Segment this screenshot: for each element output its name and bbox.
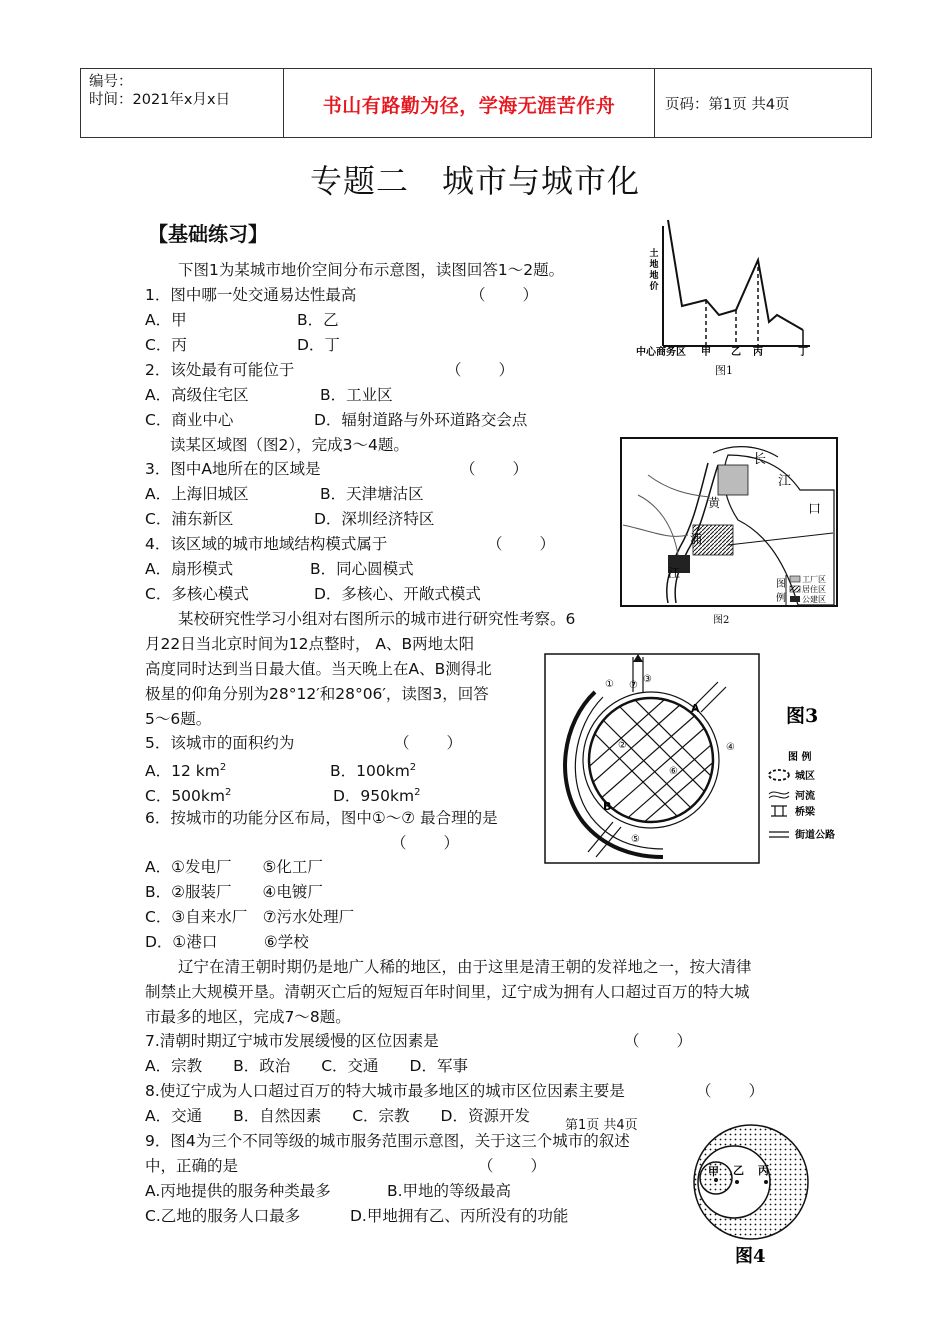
label-jia: 甲 [708,1165,719,1178]
option: B．乙 [297,311,339,329]
label-kou: 口 [808,502,822,517]
figure-2-caption: 图2 [713,615,730,626]
superscript: 2 [414,787,421,798]
option: B.甲地的等级最高 [387,1182,512,1200]
point-yi [735,1180,739,1184]
figure-4 [688,1122,818,1272]
option: A．①发电厂 ⑤化工厂 [145,858,323,876]
intro-4: 市最多的地区，完成7～8题。 [145,1008,351,1026]
option: A．高级住宅区 [145,386,249,404]
option: B．$100km^2$ [330,762,417,781]
option: C.乙地的服务人口最多 [145,1207,301,1225]
answer-paren: （ ） [624,1032,695,1050]
label-5: ⑤ [631,834,640,845]
label-pu: 浦 [690,532,703,546]
option: C．③自来水厂 ⑦污水处理厂 [145,908,355,926]
legend-city-symbol [769,770,789,780]
figure-1-caption: 图1 [715,364,733,377]
legend-item: 居住区 [802,585,826,594]
intro-4: 辽宁在清王朝时期仍是地广人稀的地区，由于这里是清王朝的发祥地之一，按大清律 [178,958,752,976]
label-jiang-2: 江 [668,566,681,580]
legend-swatch [790,596,800,602]
figure-3 [543,652,865,866]
answer-paren: （ ） [391,834,462,852]
option: A．扇形模式 [145,560,234,578]
option: D．辐射道路与外环道路交会点 [314,411,528,429]
intro-3: 某校研究性学习小组对右图所示的城市进行研究性考察。6 [178,610,576,628]
point-jia [714,1178,718,1182]
figure-4-caption: 图4 [735,1246,766,1267]
header-table [80,68,872,138]
question-4: 4．该区域的城市地域结构模式属于 [145,535,388,553]
legend-title-1: 图 [776,579,786,590]
intro-3: 月22日当北京时间为12点整时， A、B两地太阳 [145,635,475,653]
figure-2 [618,435,840,630]
intro-3: 5～6题。 [145,710,212,728]
question-8: 8.使辽宁成为人口超过百万的特大城市最多地区的城市区位因素主要是 [145,1082,625,1100]
question-5: 5．该城市的面积约为 [145,734,295,752]
x-label-cbd: 中心商务区 [636,347,686,358]
answer-paren: （ ） [470,286,541,304]
intro-4: 制禁止大规模开垦。清朝灭亡后的短短百年时间里，辽宁成为拥有人口超过百万的特大城 [145,983,750,1001]
option: A.丙地提供的服务种类最多 [145,1182,331,1200]
y-label-char: 价 [649,282,659,292]
page-footer: 第1页 共4页 [565,1118,638,1133]
option: A．上海旧城区 [145,485,249,503]
legend-item: 工厂区 [802,575,826,584]
options-row: A．宗教 B．政治 C．交通 D．军事 [145,1057,468,1075]
question-6: 6．按城市的功能分区布局，图中①～⑦ 最合理的是 [145,809,498,827]
option: D．①港口 ⑥学校 [145,933,309,951]
service-range-diagram [688,1122,818,1272]
option: B．②服装厂 ④电镀厂 [145,883,323,901]
legend-title: 图 例 [788,752,812,763]
figure-1 [630,218,820,378]
land-price-chart [630,218,820,378]
answer-paren: （ ） [460,460,531,478]
option: C．商业中心 [145,411,234,429]
label-7: ⑦ [629,680,638,691]
city-layout-map [543,652,865,866]
question-2: 2．该处最有可能位于 [145,361,295,379]
legend-river-symbol [769,792,789,798]
answer-paren: （ ） [487,535,558,553]
number-label: 编号： [89,74,133,90]
options-row: A．交通 B．自然因素 C．宗教 D．资源开发 [145,1107,530,1125]
label-6: ⑥ [669,766,678,777]
industrial-zone [718,465,748,495]
question-3: 3．图中A地所在的区域是 [145,460,321,478]
label-huang: 黄 [708,496,721,510]
header-page-cell [655,69,871,137]
legend-swatch [790,586,800,592]
option: D.甲地拥有乙、丙所没有的功能 [350,1207,569,1225]
answer-paren: （ ） [394,734,465,752]
legend-road-symbol [769,832,789,837]
label-3: ③ [643,674,652,685]
answer-paren: （ ） [696,1082,767,1100]
legend-item: 街道公路 [795,830,835,841]
x-label-bing: 丙 [753,347,763,358]
question-1: 1．图中哪一处交通易达性最高 [145,286,357,304]
option: C．$500km^2$ [145,787,232,806]
motto: 书山有路勤为径，学海无涯苦作舟 [322,95,616,117]
label-A: A [691,702,700,715]
option: B．天津塘沽区 [320,485,424,503]
label-4: ④ [726,742,735,753]
y-label-char: 地 [649,271,659,281]
option: C．多核心模式 [145,585,249,603]
legend-item: 桥梁 [795,807,815,818]
header-motto-cell [284,69,655,137]
x-label-jia: 甲 [701,347,711,358]
intro-1: 下图1为某城市地价空间分布示意图，读图回答1～2题。 [178,261,565,279]
date-label: 时间：2021年x月x日 [89,92,231,108]
page-info: 页码：第1页 共4页 [665,97,790,113]
option: A．甲 [145,311,187,329]
header-meta-cell [81,69,284,137]
page-title: 专题二 城市与城市化 [309,162,640,200]
legend-bridge-symbol [771,806,787,816]
label-jiang: 江 [778,474,792,489]
option: D．深圳经济特区 [314,510,435,528]
section-heading: 【基础练习】 [148,222,268,246]
option: B．工业区 [320,386,393,404]
label-bing: 丙 [758,1164,769,1177]
legend-title-2: 例 [776,593,786,604]
superscript: 2 [219,762,227,773]
x-label-yi: 乙 [731,347,741,358]
intro-2: 读某区域图（图2），完成3～4题。 [170,436,409,454]
x-label-ding: 丁 [798,347,808,358]
legend-swatch [790,576,800,582]
intro-3: 高度同时达到当日最大值。当天晚上在A、B测得北 [145,660,492,678]
question-7: 7.清朝时期辽宁城市发展缓慢的区位因素是 [145,1032,439,1050]
answer-paren: （ ） [446,361,517,379]
label-chang: 长 [753,452,767,467]
option: C．丙 [145,336,187,354]
y-label-char: 土 [649,249,659,259]
label-2: ② [618,740,627,751]
region-map [618,435,840,630]
option: D．$950km^2$ [333,787,421,806]
superscript: 2 [224,787,232,798]
option: D．丁 [297,336,340,354]
question-9: 中，正确的是 [145,1157,239,1175]
legend-item: 公建区 [802,595,826,604]
question-9: 9．图4为三个不同等级的城市服务范围示意图，关于这三个城市的叙述 [145,1132,630,1150]
y-label-char: 地 [649,260,659,270]
option: D．多核心、开敞式模式 [314,585,481,603]
option: C．浦东新区 [145,510,234,528]
label-1: ① [605,679,614,690]
point-bing [764,1180,768,1184]
intro-3: 极星的仰角分别为28°12′和28°06′，读图3，回答 [145,685,489,703]
option: B．同心圆模式 [310,560,414,578]
superscript: 2 [409,762,417,773]
answer-paren: （ ） [478,1157,549,1175]
legend-item: 河流 [795,791,815,802]
figure-3-caption: 图3 [786,705,819,727]
label-yi: 乙 [733,1164,744,1177]
option: A．12 $km^2$ [145,762,227,781]
legend-item: 城区 [795,771,815,782]
label-B: B [603,800,612,813]
